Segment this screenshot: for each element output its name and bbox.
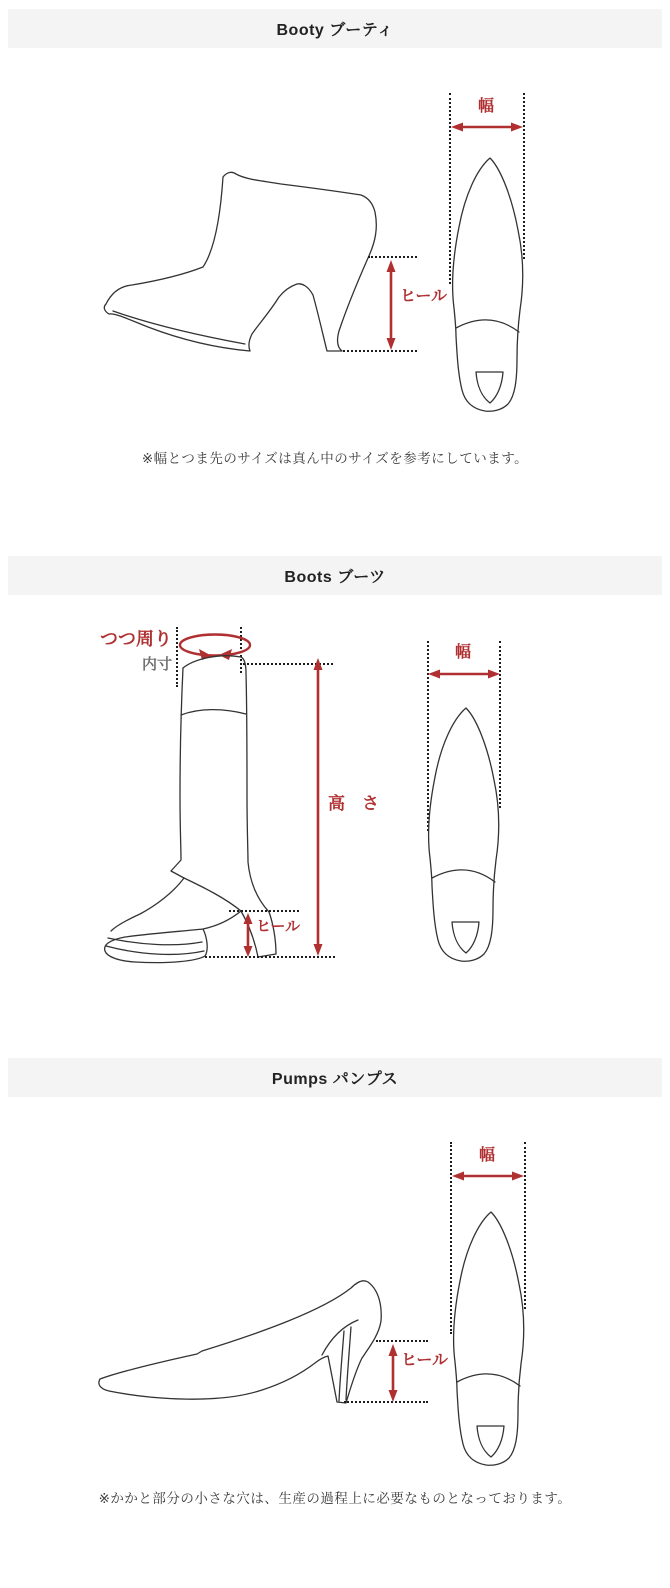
- width-label: 幅: [454, 644, 471, 661]
- heel-label: ヒール: [401, 1352, 449, 1369]
- double-arrow-horizontal-icon: [427, 666, 501, 682]
- double-arrow-vertical-icon: [240, 912, 256, 958]
- heel-label: ヒール: [256, 918, 301, 935]
- dotted-guide-line: [376, 1340, 428, 1342]
- pumps-note: ※かかと部分の小さな穴は、生産の過程上に必要なものとなっております。: [98, 1491, 572, 1506]
- double-arrow-horizontal-icon: [450, 119, 524, 135]
- section-header-boots: [8, 556, 662, 595]
- shaft-circumference-label: つつ周り: [100, 629, 172, 649]
- section-title: Pumps パンプス: [271, 1071, 399, 1088]
- dotted-guide-line: [343, 350, 417, 352]
- inner-measurement-label: 内寸: [141, 656, 172, 673]
- boots-sole-view-illustration: [420, 702, 510, 964]
- dotted-guide-line: [368, 256, 417, 258]
- height-label: 高 さ: [328, 794, 379, 813]
- width-label: 幅: [478, 1147, 495, 1164]
- double-arrow-horizontal-icon: [451, 1168, 525, 1184]
- width-label: 幅: [477, 98, 494, 115]
- double-arrow-vertical-icon: [310, 657, 326, 957]
- heel-label: ヒール: [400, 288, 448, 305]
- section-title: Booty ブーティ: [276, 22, 394, 39]
- section-title: Boots ブーツ: [284, 569, 386, 586]
- booty-sole-view-illustration: [444, 152, 534, 414]
- double-arrow-vertical-icon: [383, 259, 399, 351]
- boots-side-view-illustration: [95, 625, 345, 970]
- pumps-sole-view-illustration: [445, 1206, 535, 1468]
- booty-note: ※幅とつま先のサイズは真ん中のサイズを参考にしています。: [141, 451, 529, 466]
- double-arrow-vertical-icon: [385, 1343, 401, 1403]
- pumps-side-view-illustration: [92, 1275, 392, 1410]
- section-header-pumps: [8, 1058, 662, 1097]
- booty-side-view-illustration: [88, 165, 388, 360]
- section-header-booty: [8, 9, 662, 48]
- dotted-guide-line: [205, 956, 335, 958]
